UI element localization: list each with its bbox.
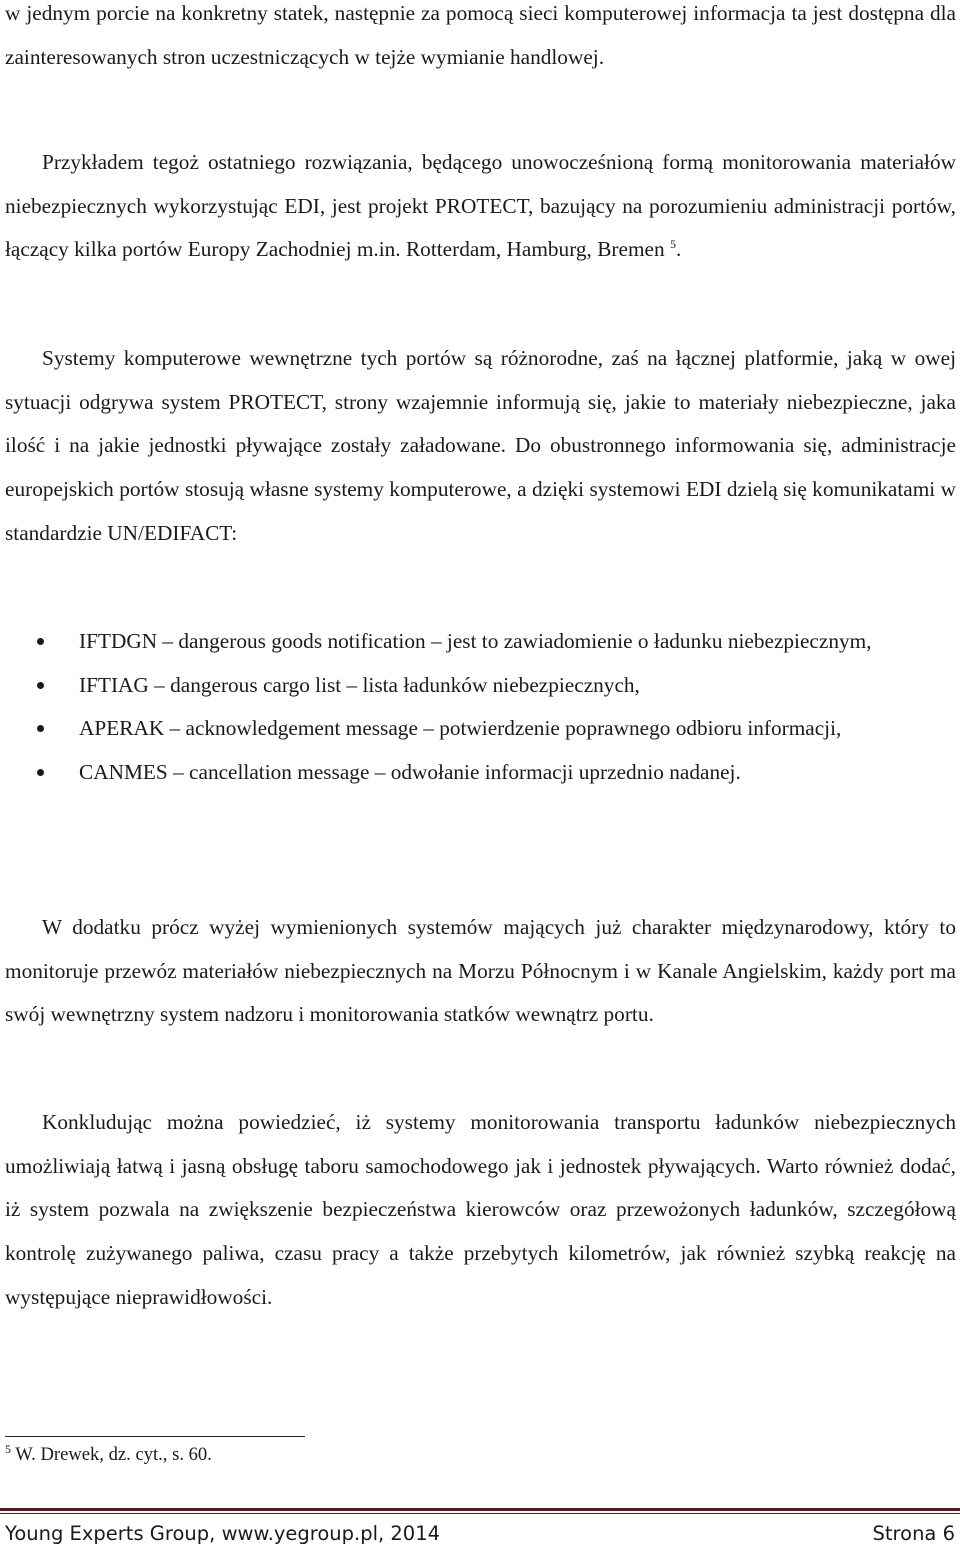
paragraph-text: w jednym porcie na konkretny statek, następnie za pomocą sieci komputerowej informacja ta jest dostępna dla zainteresowanych stron uczestniczących w tejże wymianie handlowej. <box>5 1 956 69</box>
footnote-separator <box>5 1436 305 1437</box>
footnote-number: 5 <box>5 1441 11 1456</box>
footer-source: Young Experts Group, www.yegroup.pl, 2014 <box>5 1522 441 1545</box>
bullet-icon <box>37 682 44 689</box>
bullet-icon <box>37 769 44 776</box>
paragraph-top <box>5 0 956 79</box>
paragraph-protect <box>5 141 956 272</box>
footnote-text: W. Drewek, dz. cyt., s. 60. <box>11 1444 212 1465</box>
paragraph-end: . <box>675 237 682 262</box>
paragraph-text: Przykładem tegoż ostatniego rozwiązania, będącego unowocześnioną formą monitorowania materiałów niebezpiecznych wykorzystując EDI, jest projekt PROTECT, bazujący na porozumieniu administracji portów, łączący kilka portów Europy Zachodniej m.in. Rotterdam, Hamburg, Bremen <box>5 150 956 262</box>
paragraph-text: Systemy komputerowe wewnętrzne tych portów są różnorodne, zaś na łącznej platformie, jaką w owej sytuacji odgrywa system PROTECT, strony wzajemnie informują się, jakie to materiały niebezpieczne, jaka ilość i na jakie jednostki pływające zostały załadowane. Do obustronnego informowania się, administracje europejskich portów stosują własne systemy komputerowe, a dzięki systemowi EDI dzielą się komunikatami w standardzie UN/EDIFACT: <box>5 346 956 545</box>
paragraph-text: W dodatku prócz wyżej wymienionych systemów mających już charakter międzynarodowy, który to monitoruje przewóz materiałów niebezpiecznych na Morzu Północnym i w Kanale Angielskim, każdy port ma swój wewnętrzny system nadzoru i monitorowania statków wewnątrz portu. <box>5 915 956 1027</box>
list-item <box>5 620 956 664</box>
paragraph-text: Konkludując można powiedzieć, iż systemy monitorowania transportu ładunków niebezpiecznych umożliwiają łatwą i jasną obsługę taboru samochodowego jak i jednostek pływających. Warto również dodać, iż system pozwala na zwiększenie bezpieczeństwa kierowców oraz przewożonych ładunków, szczegółową kontrolę zużywanego paliwa, czasu pracy a także przebytych kilometrów, jak również szybką reakcję na występujące nieprawidłowości. <box>5 1110 956 1309</box>
page-number: Strona 6 <box>872 1522 955 1545</box>
list-item-text: IFTDGN – dangerous goods notification – jest to zawiadomienie o ładunku niebezpiecznym, <box>79 629 872 653</box>
footnote-reference[interactable]: 5 <box>669 237 676 252</box>
list-item <box>5 707 956 751</box>
list-item <box>5 664 956 708</box>
paragraph-systems <box>5 337 956 556</box>
bullet-list <box>5 620 956 795</box>
list-item-text: APERAK – acknowledgement message – potwierdzenie poprawnego odbioru informacji, <box>79 716 842 741</box>
paragraph-dodatek <box>5 906 956 1037</box>
list-item-text: IFTIAG – dangerous cargo list – lista ładunków niebezpiecznych, <box>79 672 640 697</box>
list-item <box>5 751 956 795</box>
paragraph-konkluzja <box>5 1101 956 1320</box>
footer-divider-thin <box>0 1513 960 1514</box>
message-list <box>5 620 956 795</box>
footnote <box>5 1442 212 1468</box>
list-item-text: CANMES – cancellation message – odwołanie informacji uprzednio nadanej. <box>79 760 741 785</box>
bullet-icon <box>37 725 44 732</box>
bullet-icon <box>37 638 44 645</box>
footer-divider-thick <box>0 1508 960 1511</box>
